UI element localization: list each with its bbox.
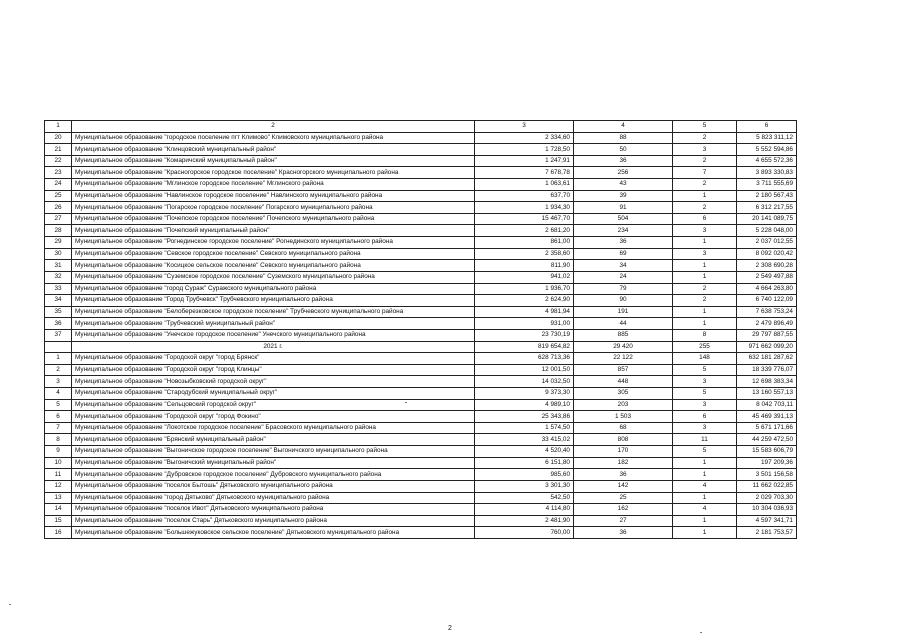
people-count-cell: 504 xyxy=(574,213,673,225)
cost-cell: 15 583 606,79 xyxy=(737,446,797,458)
municipality-name-cell: Муниципальное образование "Дубровское городское поселение" Дубровского муниципального района xyxy=(72,469,475,481)
table-row xyxy=(45,446,797,458)
table-row xyxy=(45,295,797,307)
cost-cell: 4 597 341,71 xyxy=(737,515,797,527)
cost-cell: 6 740 122,09 xyxy=(737,295,797,307)
area-cell: 2 624,90 xyxy=(475,295,574,307)
people-count-cell: 36 xyxy=(574,469,673,481)
municipality-name-cell: Муниципальное образование "Почепское городское поселение" Почепского муниципального района xyxy=(72,213,475,225)
table-row xyxy=(45,213,797,225)
people-count-cell: 1 503 xyxy=(574,411,673,423)
cost-cell: 5 671 171,66 xyxy=(737,422,797,434)
scan-speck xyxy=(9,604,11,605)
people-count-cell: 36 xyxy=(574,237,673,249)
area-cell: 1 936,70 xyxy=(475,283,574,295)
table-row xyxy=(45,306,797,318)
table-row xyxy=(45,376,797,388)
area-cell: 4 114,80 xyxy=(475,504,574,516)
houses-count-cell: 1 xyxy=(673,515,737,527)
houses-count-cell: 1 xyxy=(673,306,737,318)
row-number-cell: 21 xyxy=(45,144,72,156)
row-number-cell: 10 xyxy=(45,457,72,469)
area-cell: 941,02 xyxy=(475,271,574,283)
area-cell: 6 151,80 xyxy=(475,457,574,469)
area-cell: 637,70 xyxy=(475,190,574,202)
people-count-cell: 162 xyxy=(574,504,673,516)
area-cell: 1 728,50 xyxy=(475,144,574,156)
municipality-name-cell: Муниципальное образование "Локотское городское поселение" Брасовского муниципального района xyxy=(72,422,475,434)
area-cell: 2 334,60 xyxy=(475,132,574,144)
cost-cell: 8 092 020,42 xyxy=(737,248,797,260)
municipality-name-cell: Муниципальное образование "поселок Старь" Дятьковского муниципального района xyxy=(72,515,475,527)
cost-cell: 3 501 156,58 xyxy=(737,469,797,481)
cost-cell: 20 141 089,75 xyxy=(737,213,797,225)
row-number-cell: 24 xyxy=(45,179,72,191)
year-houses-total-cell: 255 xyxy=(673,341,737,353)
year-cost-total-cell: 971 662 099,20 xyxy=(737,341,797,353)
table-row xyxy=(45,492,797,504)
people-count-cell: 91 xyxy=(574,202,673,214)
header-cell: 5 xyxy=(673,121,737,133)
cost-cell: 2 180 567,43 xyxy=(737,190,797,202)
table-row xyxy=(45,504,797,516)
header-row xyxy=(45,121,797,133)
houses-count-cell: 1 xyxy=(673,271,737,283)
houses-count-cell: 4 xyxy=(673,480,737,492)
people-count-cell: 448 xyxy=(574,376,673,388)
header-cell: 2 xyxy=(72,121,475,133)
people-count-cell: 27 xyxy=(574,515,673,527)
houses-count-cell: 148 xyxy=(673,353,737,365)
area-cell: 12 001,50 xyxy=(475,364,574,376)
people-count-cell: 88 xyxy=(574,132,673,144)
area-cell: 4 981,94 xyxy=(475,306,574,318)
cost-cell: 10 304 036,93 xyxy=(737,504,797,516)
municipality-name-cell: Муниципальное образование "Красногорское городское поселение" Красногорского муниципального района xyxy=(72,167,475,179)
people-count-cell: 69 xyxy=(574,248,673,260)
table-body xyxy=(45,121,797,539)
table-row xyxy=(45,527,797,539)
municipality-name-cell: Муниципальное образование "Клинцовский муниципальный район" xyxy=(72,144,475,156)
row-number-cell: 9 xyxy=(45,446,72,458)
table-row xyxy=(45,167,797,179)
municipality-name-cell: Муниципальное образование "Город Трубчевск" Трубчевского муниципального района xyxy=(72,295,475,307)
people-count-cell: 90 xyxy=(574,295,673,307)
cost-cell: 3 893 330,83 xyxy=(737,167,797,179)
row-number-cell: 25 xyxy=(45,190,72,202)
area-cell: 23 730,19 xyxy=(475,329,574,341)
table-row xyxy=(45,399,797,411)
scan-speck xyxy=(700,632,702,633)
row-number-cell: 8 xyxy=(45,434,72,446)
municipality-name-cell: Муниципальное образование "Почепский муниципальный район" xyxy=(72,225,475,237)
municipality-name-cell: Муниципальное образование "поселок Ивот" Дятьковского муниципального района xyxy=(72,504,475,516)
people-count-cell: 170 xyxy=(574,446,673,458)
row-number-cell: 29 xyxy=(45,237,72,249)
houses-count-cell: 8 xyxy=(673,329,737,341)
houses-count-cell: 5 xyxy=(673,364,737,376)
cost-cell: 2 029 703,30 xyxy=(737,492,797,504)
houses-count-cell: 3 xyxy=(673,399,737,411)
cost-cell: 4 664 263,80 xyxy=(737,283,797,295)
data-table xyxy=(44,120,797,539)
table-row xyxy=(45,132,797,144)
municipality-name-cell: Муниципальное образование "Комаричский муниципальный район" xyxy=(72,155,475,167)
row-number-cell: 31 xyxy=(45,260,72,272)
table-row xyxy=(45,469,797,481)
table-row xyxy=(45,225,797,237)
cost-cell: 632 181 287,62 xyxy=(737,353,797,365)
cost-cell: 45 469 391,13 xyxy=(737,411,797,423)
area-cell: 4 520,40 xyxy=(475,446,574,458)
row-number-cell: 26 xyxy=(45,202,72,214)
row-number-cell: 5 xyxy=(45,399,72,411)
houses-count-cell: 1 xyxy=(673,318,737,330)
area-cell: 2 681,20 xyxy=(475,225,574,237)
row-number-cell: 22 xyxy=(45,155,72,167)
houses-count-cell: 3 xyxy=(673,248,737,260)
people-count-cell: 24 xyxy=(574,271,673,283)
houses-count-cell: 1 xyxy=(673,492,737,504)
people-count-cell: 191 xyxy=(574,306,673,318)
row-number-cell: 2 xyxy=(45,364,72,376)
table-row xyxy=(45,144,797,156)
table-row xyxy=(45,364,797,376)
row-number-cell: 12 xyxy=(45,480,72,492)
row-number-cell: 13 xyxy=(45,492,72,504)
row-number-cell: 16 xyxy=(45,527,72,539)
row-number-cell: 35 xyxy=(45,306,72,318)
people-count-cell: 44 xyxy=(574,318,673,330)
scan-speck xyxy=(405,402,407,403)
table-row xyxy=(45,353,797,365)
people-count-cell: 25 xyxy=(574,492,673,504)
cost-cell: 2 308 690,28 xyxy=(737,260,797,272)
municipality-name-cell: Муниципальное образование "поселок Бытошь" Дятьковского муниципального района xyxy=(72,480,475,492)
table-row xyxy=(45,411,797,423)
cost-cell: 2 037 012,55 xyxy=(737,237,797,249)
municipality-name-cell: Муниципальное образование "Косицкое сельское поселение" Севского муниципального района xyxy=(72,260,475,272)
houses-count-cell: 2 xyxy=(673,202,737,214)
houses-count-cell: 2 xyxy=(673,283,737,295)
year-area-total-cell: 819 654,82 xyxy=(475,341,574,353)
cost-cell: 6 312 217,55 xyxy=(737,202,797,214)
municipality-name-cell: Муниципальное образование "Белоберезковское городское поселение" Трубчевского муниципального района xyxy=(72,306,475,318)
area-cell: 14 032,50 xyxy=(475,376,574,388)
area-cell: 931,00 xyxy=(475,318,574,330)
people-count-cell: 203 xyxy=(574,399,673,411)
cost-cell: 4 655 572,36 xyxy=(737,155,797,167)
houses-count-cell: 1 xyxy=(673,457,737,469)
header-cell: 1 xyxy=(45,121,72,133)
houses-count-cell: 11 xyxy=(673,434,737,446)
municipality-name-cell: Муниципальное образование "Стародубский муниципальный округ" xyxy=(72,388,475,400)
cost-cell: 11 662 022,85 xyxy=(737,480,797,492)
area-cell: 4 989,10 xyxy=(475,399,574,411)
cost-cell: 5 823 311,12 xyxy=(737,132,797,144)
row-number-cell: 7 xyxy=(45,422,72,434)
people-count-cell: 43 xyxy=(574,179,673,191)
table-row xyxy=(45,329,797,341)
cost-cell: 13 160 557,13 xyxy=(737,388,797,400)
table-row xyxy=(45,480,797,492)
year-summary-row xyxy=(45,341,797,353)
people-count-cell: 36 xyxy=(574,155,673,167)
area-cell: 1 063,61 xyxy=(475,179,574,191)
municipality-name-cell: Муниципальное образование "Унечское городское поселение" Унечского муниципального района xyxy=(72,329,475,341)
people-count-cell: 305 xyxy=(574,388,673,400)
municipality-name-cell: Муниципальное образование "Городской округ "город Брянск" xyxy=(72,353,475,365)
row-number-cell: 4 xyxy=(45,388,72,400)
cost-cell: 5 552 594,86 xyxy=(737,144,797,156)
municipality-name-cell: Муниципальное образование "Севское городское поселение" Севского муниципального района xyxy=(72,248,475,260)
table-row xyxy=(45,318,797,330)
cost-cell: 2 479 896,49 xyxy=(737,318,797,330)
row-number-cell: 30 xyxy=(45,248,72,260)
houses-count-cell: 1 xyxy=(673,527,737,539)
houses-count-cell: 6 xyxy=(673,411,737,423)
area-cell: 628 713,36 xyxy=(475,353,574,365)
houses-count-cell: 1 xyxy=(673,469,737,481)
row-number-cell: 33 xyxy=(45,283,72,295)
houses-count-cell: 2 xyxy=(673,295,737,307)
row-number-cell: 11 xyxy=(45,469,72,481)
table-row xyxy=(45,283,797,295)
cost-cell: 7 638 753,24 xyxy=(737,306,797,318)
houses-count-cell: 5 xyxy=(673,446,737,458)
houses-count-cell: 2 xyxy=(673,132,737,144)
cost-cell: 2 549 497,88 xyxy=(737,271,797,283)
municipality-name-cell: Муниципальное образование "Мглинское городское поселение" Мглинского района xyxy=(72,179,475,191)
people-count-cell: 857 xyxy=(574,364,673,376)
people-count-cell: 68 xyxy=(574,422,673,434)
municipality-name-cell: Муниципальное образование "Рогнединское городское поселение" Рогнединского муниципального района xyxy=(72,237,475,249)
municipality-name-cell: Муниципальное образование "Выгоничское городское поселение" Выгоничского муниципального района xyxy=(72,446,475,458)
houses-count-cell: 3 xyxy=(673,144,737,156)
area-cell: 9 373,30 xyxy=(475,388,574,400)
people-count-cell: 808 xyxy=(574,434,673,446)
row-number-cell: 14 xyxy=(45,504,72,516)
area-cell: 2 481,90 xyxy=(475,515,574,527)
houses-count-cell: 1 xyxy=(673,260,737,272)
municipality-name-cell: Муниципальное образование "Навлинское городское поселение" Навлинского муниципального района xyxy=(72,190,475,202)
row-number-cell: 20 xyxy=(45,132,72,144)
area-cell: 2 358,60 xyxy=(475,248,574,260)
area-cell: 1 247,91 xyxy=(475,155,574,167)
houses-count-cell: 2 xyxy=(673,155,737,167)
row-number-cell: 27 xyxy=(45,213,72,225)
year-label-cell: 2021 г. xyxy=(72,341,475,353)
row-number-cell: 15 xyxy=(45,515,72,527)
area-cell: 1 934,30 xyxy=(475,202,574,214)
cost-cell: 29 797 887,55 xyxy=(737,329,797,341)
municipality-name-cell: Муниципальное образование "Трубчевский муниципальный район" xyxy=(72,318,475,330)
row-number-cell: 37 xyxy=(45,329,72,341)
table-row xyxy=(45,155,797,167)
people-count-cell: 182 xyxy=(574,457,673,469)
houses-count-cell: 3 xyxy=(673,225,737,237)
houses-count-cell: 7 xyxy=(673,167,737,179)
table-row xyxy=(45,237,797,249)
table-row xyxy=(45,434,797,446)
year-people-total-cell: 29 420 xyxy=(574,341,673,353)
area-cell: 25 343,86 xyxy=(475,411,574,423)
cost-cell: 5 228 048,00 xyxy=(737,225,797,237)
area-cell: 1 574,50 xyxy=(475,422,574,434)
area-cell: 811,90 xyxy=(475,260,574,272)
houses-count-cell: 5 xyxy=(673,388,737,400)
people-count-cell: 34 xyxy=(574,260,673,272)
table-row xyxy=(45,260,797,272)
municipality-name-cell: Муниципальное образование "Городской округ "город Клинцы" xyxy=(72,364,475,376)
municipality-name-cell: Муниципальное образование "Городской округ "город Фокино" xyxy=(72,411,475,423)
houses-count-cell: 1 xyxy=(673,237,737,249)
area-cell: 33 415,02 xyxy=(475,434,574,446)
cost-cell: 197 209,36 xyxy=(737,457,797,469)
people-count-cell: 142 xyxy=(574,480,673,492)
table-row xyxy=(45,515,797,527)
row-number-cell: 6 xyxy=(45,411,72,423)
cost-cell: 2 181 753,57 xyxy=(737,527,797,539)
municipality-name-cell: Муниципальное образование "Новозыбковский городской округ" xyxy=(72,376,475,388)
cost-cell: 18 339 776,07 xyxy=(737,364,797,376)
houses-count-cell: 3 xyxy=(673,376,737,388)
cost-cell: 12 698 383,34 xyxy=(737,376,797,388)
municipality-name-cell: Муниципальное образование "городское поселение пгт Климово" Климовского муниципального района xyxy=(72,132,475,144)
municipality-name-cell: Муниципальное образование "Суземское городское поселение" Суземского муниципального района xyxy=(72,271,475,283)
people-count-cell: 39 xyxy=(574,190,673,202)
area-cell: 760,00 xyxy=(475,527,574,539)
table-row xyxy=(45,271,797,283)
row-number-cell: 28 xyxy=(45,225,72,237)
area-cell: 3 301,30 xyxy=(475,480,574,492)
area-cell: 861,00 xyxy=(475,237,574,249)
people-count-cell: 256 xyxy=(574,167,673,179)
table-row xyxy=(45,179,797,191)
people-count-cell: 79 xyxy=(574,283,673,295)
row-number-cell: 34 xyxy=(45,295,72,307)
table-row xyxy=(45,202,797,214)
row-number-cell: 1 xyxy=(45,353,72,365)
area-cell: 15 467,70 xyxy=(475,213,574,225)
table-row xyxy=(45,388,797,400)
municipality-name-cell: Муниципальное образование "Большежуковское сельское поселение" Дятьковского муниципального района xyxy=(72,527,475,539)
page-number: 2 xyxy=(448,625,452,632)
people-count-cell: 22 122 xyxy=(574,353,673,365)
municipality-name-cell: Муниципальное образование "Выгоничский муниципальный район" xyxy=(72,457,475,469)
row-number-cell: 23 xyxy=(45,167,72,179)
houses-count-cell: 2 xyxy=(673,179,737,191)
people-count-cell: 234 xyxy=(574,225,673,237)
table-row xyxy=(45,422,797,434)
header-cell: 6 xyxy=(737,121,797,133)
header-cell: 3 xyxy=(475,121,574,133)
cost-cell: 8 042 703,11 xyxy=(737,399,797,411)
municipality-name-cell: Муниципальное образование "Сельцовский городской округ" xyxy=(72,399,475,411)
municipality-name-cell: Муниципальное образование "Брянский муниципальный район" xyxy=(72,434,475,446)
houses-count-cell: 3 xyxy=(673,422,737,434)
row-number-cell: 32 xyxy=(45,271,72,283)
cost-cell: 44 259 472,50 xyxy=(737,434,797,446)
houses-count-cell: 1 xyxy=(673,190,737,202)
cost-cell: 3 711 555,69 xyxy=(737,179,797,191)
header-cell: 4 xyxy=(574,121,673,133)
people-count-cell: 36 xyxy=(574,527,673,539)
table-row xyxy=(45,190,797,202)
houses-count-cell: 6 xyxy=(673,213,737,225)
area-cell: 542,50 xyxy=(475,492,574,504)
area-cell: 7 678,78 xyxy=(475,167,574,179)
people-count-cell: 885 xyxy=(574,329,673,341)
area-cell: 985,60 xyxy=(475,469,574,481)
table-row xyxy=(45,248,797,260)
row-number-cell: 36 xyxy=(45,318,72,330)
houses-count-cell: 4 xyxy=(673,504,737,516)
municipality-name-cell: Муниципальное образование "Погарское городское поселение" Погарского муниципального района xyxy=(72,202,475,214)
year-number-cell xyxy=(45,341,72,353)
people-count-cell: 50 xyxy=(574,144,673,156)
municipality-name-cell: Муниципальное образование "город Дятьково" Дятьковского муниципального района xyxy=(72,492,475,504)
table-row xyxy=(45,457,797,469)
row-number-cell: 3 xyxy=(45,376,72,388)
municipality-name-cell: Муниципальное образование "город Сураж" Суражского муниципального района xyxy=(72,283,475,295)
